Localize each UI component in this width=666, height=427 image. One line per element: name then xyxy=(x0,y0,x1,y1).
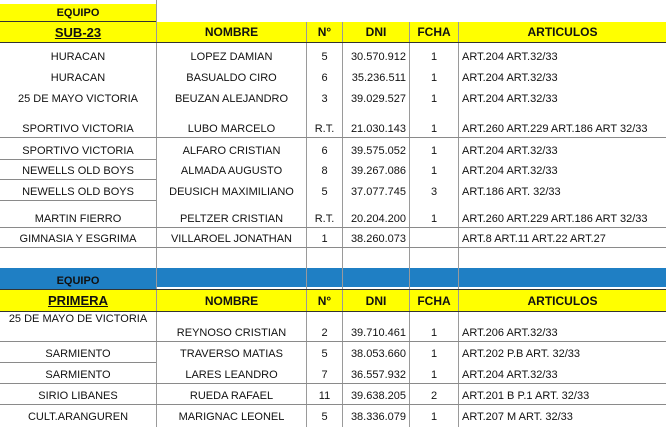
cell-num: 5 xyxy=(321,411,328,423)
cell-num: 5 xyxy=(321,186,328,198)
cell-dni: 20.204.200 xyxy=(350,213,406,225)
cell-dni: 21.030.143 xyxy=(350,123,406,135)
cell-club: 25 DE MAYO DE VICTORIA xyxy=(8,313,148,325)
cell-club: SIRIO LIBANES xyxy=(38,390,118,402)
grid-line xyxy=(0,289,666,290)
header-articulos-1: ARTICULOS xyxy=(459,22,666,42)
header-fcha-1: FCHA xyxy=(410,22,458,42)
cell-nombre: MARIGNAC LEONEL xyxy=(178,411,285,423)
header-nombre-2: NOMBRE xyxy=(157,290,306,311)
header-nombre-1: NOMBRE xyxy=(157,22,306,42)
cell-art: ART.204 ART.32/33 xyxy=(462,72,558,84)
cell-nombre: PELTZER CRISTIAN xyxy=(179,213,284,225)
grid-line xyxy=(409,22,410,248)
grid-line xyxy=(0,341,666,342)
header-fcha-2: FCHA xyxy=(410,290,458,311)
cell-fcha: 1 xyxy=(430,369,438,381)
equipo-label-2: EQUIPO xyxy=(0,275,156,289)
grid-line xyxy=(306,22,307,248)
cell-art: ART.207 M ART. 32/33 xyxy=(462,411,573,423)
grid-line xyxy=(0,383,666,384)
cell-fcha: 3 xyxy=(430,186,438,198)
cell-dni: 36.557.932 xyxy=(350,369,406,381)
cell-nombre: TRAVERSO MATIAS xyxy=(180,348,283,360)
grid-line xyxy=(0,311,666,312)
grid-line xyxy=(409,248,410,427)
cell-num: 11 xyxy=(318,390,331,402)
cell-club: GIMNASIA Y ESGRIMA xyxy=(19,233,137,245)
cell-dni: 38.336.079 xyxy=(350,411,406,423)
cell-num: 6 xyxy=(321,145,328,157)
cell-club: NEWELLS OLD BOYS xyxy=(22,186,134,198)
cell-club: SARMIENTO xyxy=(45,348,111,360)
grid-line xyxy=(0,42,666,43)
cell-num: R.T. xyxy=(314,123,335,135)
cell-club: SPORTIVO VICTORIA xyxy=(22,123,134,135)
grid-line xyxy=(342,22,343,248)
grid-line xyxy=(156,0,157,22)
cell-club: MARTIN FIERRO xyxy=(34,213,122,225)
grid-line xyxy=(156,22,157,248)
cell-art: ART.202 P.B ART. 32/33 xyxy=(462,348,581,360)
cell-fcha: 1 xyxy=(430,327,438,339)
grid-line xyxy=(342,248,343,427)
header-dni-2: DNI xyxy=(343,290,409,311)
cell-nombre: RUEDA RAFAEL xyxy=(189,390,274,402)
cell-fcha: 1 xyxy=(430,411,438,423)
grid-line xyxy=(458,22,459,248)
cell-fcha: 1 xyxy=(430,123,438,135)
cell-art: ART.260 ART.229 ART.186 ART 32/33 xyxy=(462,213,648,225)
cell-club: HURACAN xyxy=(50,72,106,84)
cell-art: ART.206 ART.32/33 xyxy=(462,327,558,339)
cell-nombre: ALFARO CRISTIAN xyxy=(182,145,281,157)
cell-fcha: 1 xyxy=(430,51,438,63)
grid-line xyxy=(0,137,666,138)
cell-dni: 37.077.745 xyxy=(350,186,406,198)
header-num-1: N° xyxy=(307,22,342,42)
header-dni-1: DNI xyxy=(343,22,409,42)
equipo-label-1: EQUIPO xyxy=(0,4,156,21)
grid-line xyxy=(306,248,307,427)
cell-nombre: LUBO MARCELO xyxy=(187,123,276,135)
cell-nombre: BASUALDO CIRO xyxy=(186,72,277,84)
cell-num: 2 xyxy=(321,327,328,339)
cell-fcha: 1 xyxy=(430,165,438,177)
cell-fcha: 1 xyxy=(430,213,438,225)
cell-dni: 30.570.912 xyxy=(350,51,406,63)
category-sub23: SUB-23 xyxy=(0,22,156,42)
cell-num: 8 xyxy=(321,165,328,177)
cell-dni: 39.638.205 xyxy=(350,390,406,402)
cell-dni: 38.260.073 xyxy=(350,233,406,245)
cell-art: ART.186 ART. 32/33 xyxy=(462,186,561,198)
cell-art: ART.204 ART.32/33 xyxy=(462,369,558,381)
cell-fcha: 2 xyxy=(430,390,438,402)
header-articulos-2: ARTICULOS xyxy=(459,290,666,311)
cell-art: ART.204 ART.32/33 xyxy=(462,51,558,63)
cell-art: ART.204 ART.32/33 xyxy=(462,165,558,177)
grid-line xyxy=(0,159,156,160)
cell-num: 6 xyxy=(321,72,328,84)
cell-club: SARMIENTO xyxy=(45,369,111,381)
grid-line xyxy=(0,362,156,363)
cell-nombre: VILLAROEL JONATHAN xyxy=(170,233,293,245)
grid-line xyxy=(0,404,666,405)
cell-nombre: DEUSICH MAXIMILIANO xyxy=(169,186,294,198)
cell-num: 5 xyxy=(321,348,328,360)
grid-line xyxy=(458,248,459,427)
cell-dni: 39.267.086 xyxy=(350,165,406,177)
cell-club: CULT.ARANGUREN xyxy=(27,411,129,423)
cell-dni: 38.053.660 xyxy=(350,348,406,360)
cell-fcha xyxy=(410,227,458,247)
cell-dni: 39.710.461 xyxy=(350,327,406,339)
cell-club: SPORTIVO VICTORIA xyxy=(22,145,134,157)
grid-line xyxy=(0,21,156,22)
cell-fcha: 1 xyxy=(430,93,438,105)
grid-line xyxy=(0,247,666,248)
cell-nombre: LOPEZ DAMIAN xyxy=(190,51,273,63)
cell-num: 5 xyxy=(321,51,328,63)
cell-dni: 35.236.511 xyxy=(351,72,406,84)
cell-club: HURACAN xyxy=(50,51,106,63)
cell-num: 1 xyxy=(321,233,328,245)
cell-fcha: 1 xyxy=(430,145,438,157)
header-num-2: N° xyxy=(307,290,342,311)
cell-art: ART.201 B P.1 ART. 32/33 xyxy=(462,390,590,402)
cell-nombre: REYNOSO CRISTIAN xyxy=(176,327,287,339)
grid-line xyxy=(0,179,156,180)
cell-nombre: BEUZAN ALEJANDRO xyxy=(174,93,289,105)
cell-art: ART.260 ART.229 ART.186 ART 32/33 xyxy=(462,123,648,135)
cell-num: 3 xyxy=(321,93,328,105)
cell-nombre: LARES LEANDRO xyxy=(185,369,278,381)
cell-art: ART.204 ART.32/33 xyxy=(462,145,558,157)
cell-fcha: 1 xyxy=(430,72,438,84)
cell-dni: 39.575.052 xyxy=(350,145,406,157)
grid-line xyxy=(156,248,157,427)
cell-club: 25 DE MAYO VICTORIA xyxy=(17,93,138,105)
category-primera: PRIMERA xyxy=(0,290,156,311)
cell-club: NEWELLS OLD BOYS xyxy=(22,165,134,177)
cell-num: 7 xyxy=(321,369,328,381)
cell-num: R.T. xyxy=(314,213,335,225)
cell-art: ART.204 ART.32/33 xyxy=(462,93,558,105)
cell-fcha: 1 xyxy=(430,348,438,360)
grid-line xyxy=(0,227,666,228)
cell-art: ART.8 ART.11 ART.22 ART.27 xyxy=(462,233,606,245)
grid-line xyxy=(0,200,156,201)
cell-nombre: ALMADA AUGUSTO xyxy=(180,165,283,177)
cell-dni: 39.029.527 xyxy=(350,93,406,105)
